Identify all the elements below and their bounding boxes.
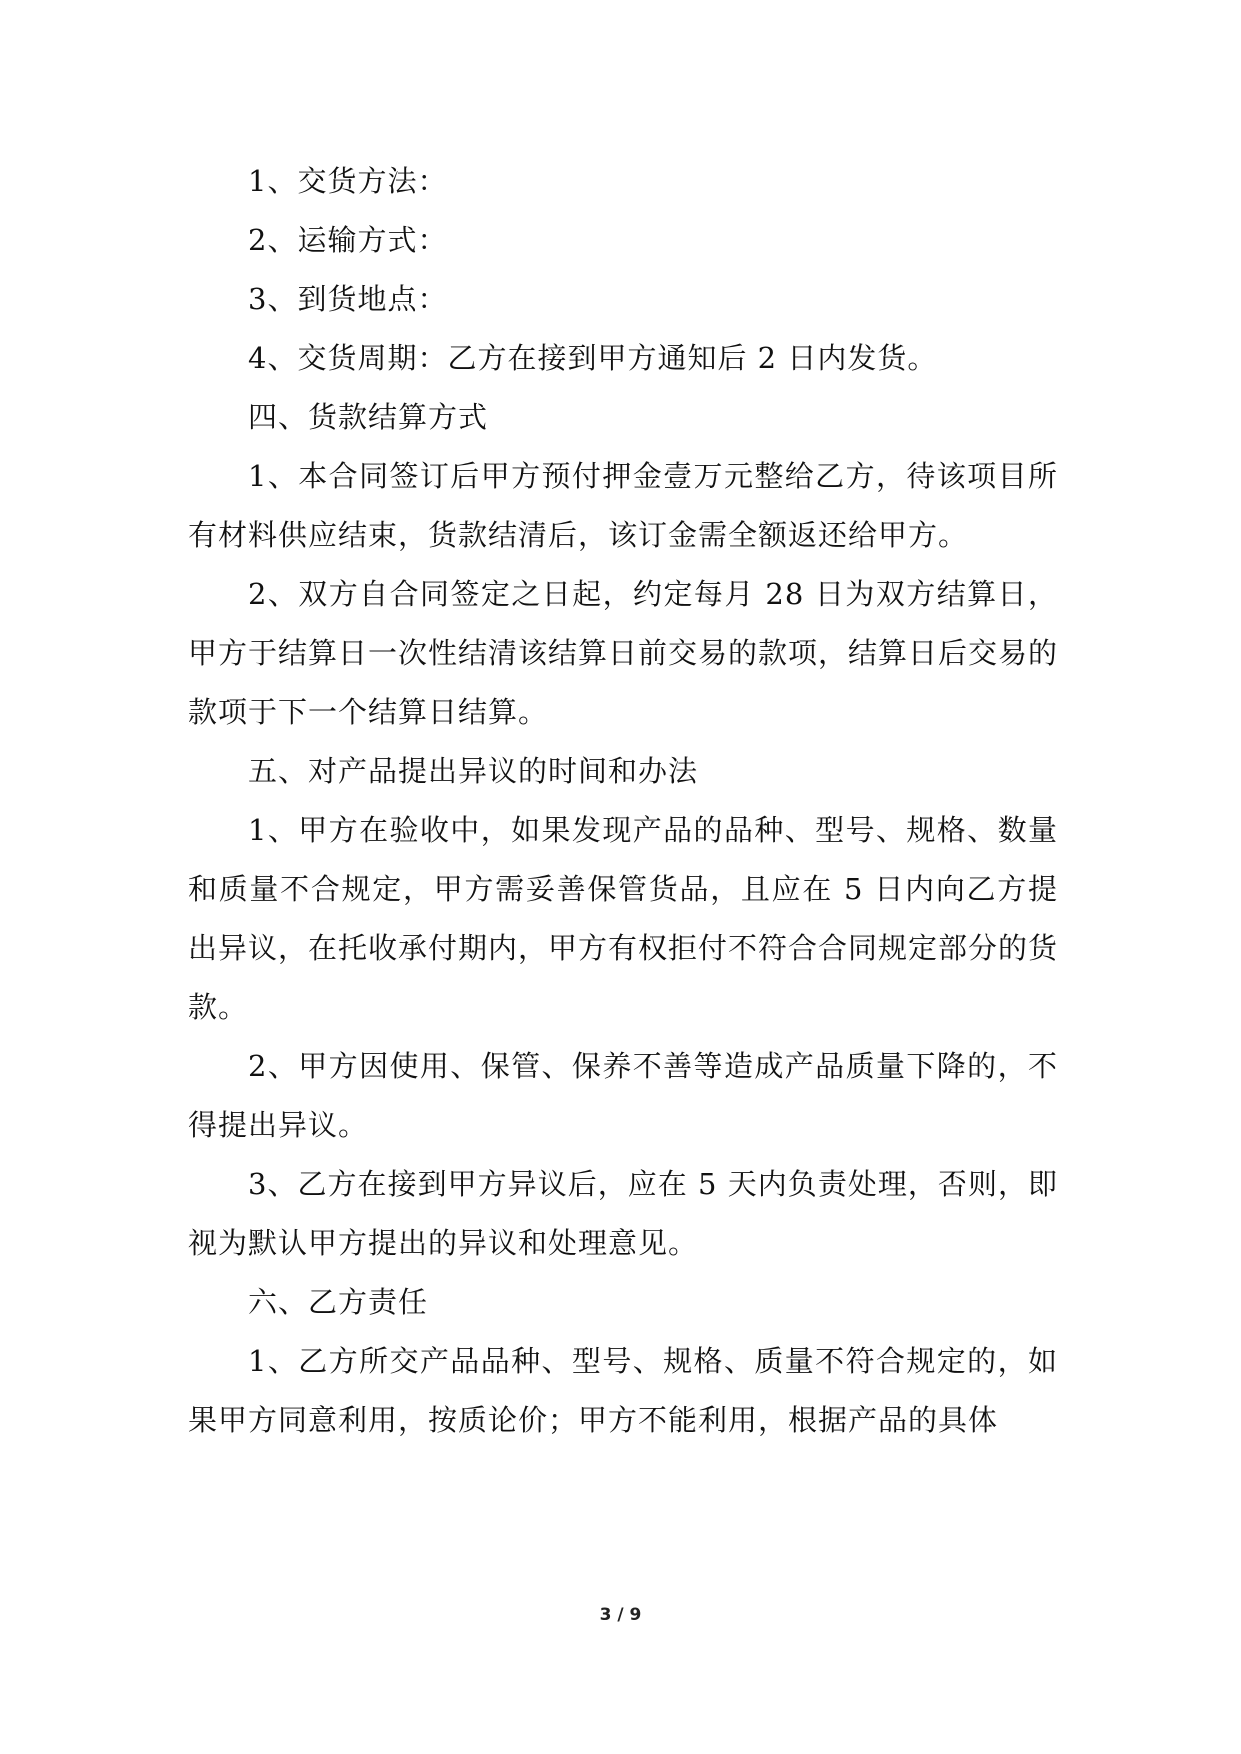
paragraph-settlement-date: 2、双方自合同签定之日起，约定每月 28 日为双方结算日，甲方于结算日一次性结清该结算日前交易的款项，结算日后交易的款项于下一个结算日结算。 (188, 577, 1059, 729)
paragraph-settlement-deposit: 1、本合同签订后甲方预付押金壹万元整给乙方，待该项目所有材料供应结束，货款结清后，该订金需全额返还给甲方。 (188, 459, 1058, 552)
section-heading-settlement: 四、货款结算方式 (248, 400, 489, 434)
paragraph-objection-inspection: 1、甲方在验收中，如果发现产品的品种、型号、规格、数量和质量不合规定，甲方需妥善保管货品，且应在 5 日内向乙方提出异议，在托收承付期内，甲方有权拒付不符合合同规定部分的货款。 (188, 813, 1059, 1024)
paragraph-transport-mode: 2、运输方式： (248, 223, 448, 257)
paragraph-objection-misuse: 2、甲方因使用、保管、保养不善等造成产品质量下降的，不得提出异议。 (188, 1049, 1058, 1142)
paragraph-delivery-cycle: 4、交货周期：乙方在接到甲方通知后 2 日内发货。 (248, 341, 938, 375)
page-number: 3 / 9 (599, 1605, 642, 1625)
paragraph-objection-handling: 3、乙方在接到甲方异议后，应在 5 天内负责处理，否则，即视为默认甲方提出的异议和处理意见。 (188, 1167, 1058, 1260)
paragraph-arrival-location: 3、到货地点： (248, 282, 448, 316)
paragraph-party-b-nonconforming: 1、乙方所交产品品种、型号、规格、质量不符合规定的，如果甲方同意利用，按质论价；甲方不能利用，根据产品的具体 (188, 1344, 1058, 1437)
section-heading-party-b-liability: 六、乙方责任 (248, 1285, 429, 1319)
paragraph-delivery-method: 1、交货方法： (248, 164, 448, 198)
section-heading-objection: 五、对产品提出异议的时间和办法 (248, 754, 699, 788)
document-body (188, 152, 1058, 1450)
